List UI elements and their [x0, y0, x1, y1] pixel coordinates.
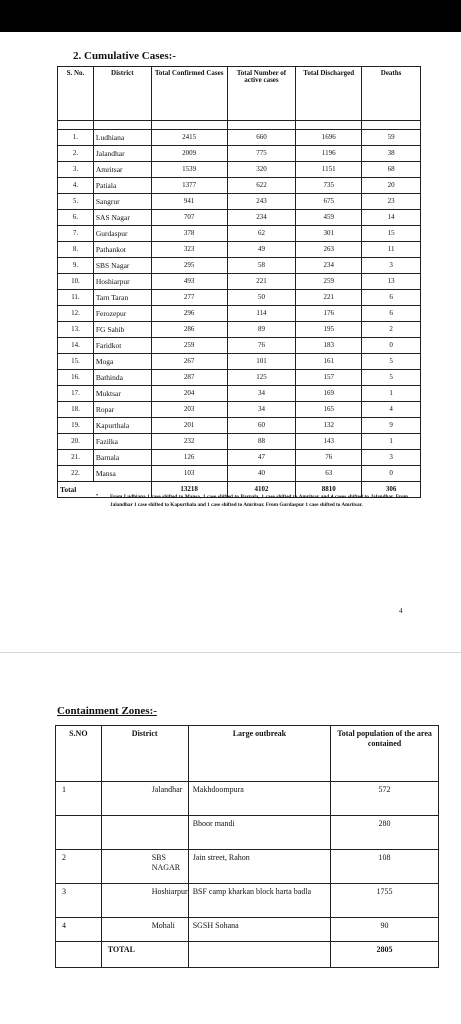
table-row	[58, 434, 421, 450]
cell-discharged: 259	[296, 274, 362, 290]
cumulative-cases-table	[57, 66, 421, 498]
containment-total-row	[56, 942, 439, 968]
table-row	[58, 402, 421, 418]
cz-total-label: TOTAL	[101, 942, 188, 968]
table-row	[58, 178, 421, 194]
cz-cell-district: Jalandhar	[101, 782, 188, 816]
cell-district: SAS Nagar	[93, 210, 151, 226]
cell-confirmed: 941	[151, 194, 227, 210]
cell-active: 34	[227, 402, 296, 418]
cell-discharged: 161	[296, 354, 362, 370]
header-sno: S. No.	[58, 67, 94, 121]
cell-active: 89	[227, 322, 296, 338]
section-title: 2. Cumulative Cases:-	[73, 50, 176, 62]
cell-active: 49	[227, 242, 296, 258]
cz-header-sno: S.NO	[56, 726, 102, 782]
cell-confirmed: 1377	[151, 178, 227, 194]
cell-confirmed: 707	[151, 210, 227, 226]
cell-confirmed: 286	[151, 322, 227, 338]
cell-discharged: 195	[296, 322, 362, 338]
cell-deaths: 59	[362, 130, 421, 146]
cell-confirmed: 277	[151, 290, 227, 306]
cell-discharged: 221	[296, 290, 362, 306]
cell-district: Pathankot	[93, 242, 151, 258]
cz-cell-sno	[56, 816, 102, 850]
cell-active: 60	[227, 418, 296, 434]
cell-district: FG Sahib	[93, 322, 151, 338]
cell-district: Ludhiana	[93, 130, 151, 146]
total-label: Total	[58, 482, 152, 498]
cell-sno: 12.	[58, 306, 94, 322]
cell-sno: 9.	[58, 258, 94, 274]
cell-active: 125	[227, 370, 296, 386]
table-row	[58, 226, 421, 242]
shift-note: From Ludhiana 1 case shifted to Mansa, 1 case shifted to Barnala, 1 case shifted to Amritsar and 4 cases shifted to Jalandhar. From Jalandhar 1 case shifted to Kapurthala and 1 case shifted to Amritsar. From Gurdaspur 1 case shifted to Amritsar.	[110, 494, 408, 508]
cell-discharged: 183	[296, 338, 362, 354]
cell-district: Jalandhar	[93, 146, 151, 162]
cz-cell-outbreak: BSF camp kharkan block harta badla	[188, 884, 330, 918]
cell-district: Patiala	[93, 178, 151, 194]
cell-discharged: 301	[296, 226, 362, 242]
cell-deaths: 23	[362, 194, 421, 210]
cell-deaths: 0	[362, 466, 421, 482]
list-item	[56, 850, 439, 884]
cell-district: SBS Nagar	[93, 258, 151, 274]
cell-discharged: 132	[296, 418, 362, 434]
table-row	[58, 194, 421, 210]
cell-active: 114	[227, 306, 296, 322]
cz-cell-population: 280	[331, 816, 439, 850]
cz-cell-sno: 1	[56, 782, 102, 816]
cz-cell-outbreak: Jain street, Rahon	[188, 850, 330, 884]
cell-discharged: 1151	[296, 162, 362, 178]
containment-header-row	[56, 726, 439, 782]
table-row	[58, 386, 421, 402]
cell-discharged: 165	[296, 402, 362, 418]
cell-sno: 20.	[58, 434, 94, 450]
cell-sno: 4.	[58, 178, 94, 194]
cz-cell-sno: 4	[56, 918, 102, 942]
table-row	[58, 290, 421, 306]
cz-cell-outbreak: Makhdoompura	[188, 782, 330, 816]
cell-sno: 22.	[58, 466, 94, 482]
cz-cell-district: Mohali	[101, 918, 188, 942]
cell-confirmed: 203	[151, 402, 227, 418]
cz-cell-sno: 3	[56, 884, 102, 918]
cell-district: Fazilka	[93, 434, 151, 450]
list-item	[56, 918, 439, 942]
table-header-row	[58, 67, 421, 121]
cell-deaths: 2	[362, 322, 421, 338]
cell-district: Faridkot	[93, 338, 151, 354]
table-row	[58, 418, 421, 434]
cell-confirmed: 232	[151, 434, 227, 450]
cell-deaths: 14	[362, 210, 421, 226]
cell-active: 47	[227, 450, 296, 466]
cell-confirmed: 204	[151, 386, 227, 402]
cell-district: Sangrur	[93, 194, 151, 210]
header-district: District	[93, 67, 151, 121]
cell-deaths: 9	[362, 418, 421, 434]
table-row	[58, 130, 421, 146]
cell-confirmed: 295	[151, 258, 227, 274]
cell-deaths: 20	[362, 178, 421, 194]
cell-deaths: 0	[362, 338, 421, 354]
cz-cell-outbreak: Bhoor mandi	[188, 816, 330, 850]
cell-discharged: 263	[296, 242, 362, 258]
cell-discharged: 63	[296, 466, 362, 482]
cell-sno: 8.	[58, 242, 94, 258]
table-spacer-row	[58, 121, 421, 130]
cell-deaths: 6	[362, 290, 421, 306]
cell-district: Tarn Taran	[93, 290, 151, 306]
cell-discharged: 234	[296, 258, 362, 274]
cell-district: Amritsar	[93, 162, 151, 178]
list-item	[56, 816, 439, 850]
cell-confirmed: 2009	[151, 146, 227, 162]
cell-deaths: 3	[362, 450, 421, 466]
cell-discharged: 176	[296, 306, 362, 322]
cz-cell-population: 108	[331, 850, 439, 884]
cell-district: Ropar	[93, 402, 151, 418]
cell-discharged: 1696	[296, 130, 362, 146]
cell-active: 775	[227, 146, 296, 162]
cell-deaths: 68	[362, 162, 421, 178]
cell-sno: 15.	[58, 354, 94, 370]
table-row	[58, 338, 421, 354]
containment-title: Containment Zones:-	[57, 705, 157, 717]
cell-confirmed: 2415	[151, 130, 227, 146]
cell-sno: 14.	[58, 338, 94, 354]
header-confirmed: Total Confirmed Cases	[151, 67, 227, 121]
cell-confirmed: 323	[151, 242, 227, 258]
cell-sno: 6.	[58, 210, 94, 226]
cell-confirmed: 259	[151, 338, 227, 354]
cell-active: 76	[227, 338, 296, 354]
page-number: 4	[399, 607, 403, 615]
cell-sno: 11.	[58, 290, 94, 306]
cell-discharged: 76	[296, 450, 362, 466]
cell-sno: 19.	[58, 418, 94, 434]
cell-active: 88	[227, 434, 296, 450]
cell-active: 40	[227, 466, 296, 482]
table-row	[58, 162, 421, 178]
cell-active: 101	[227, 354, 296, 370]
table-row	[58, 370, 421, 386]
cell-discharged: 143	[296, 434, 362, 450]
table-row	[58, 466, 421, 482]
cell-sno: 21.	[58, 450, 94, 466]
cell-sno: 16.	[58, 370, 94, 386]
header-active: Total Number of active cases	[227, 67, 296, 121]
cell-active: 243	[227, 194, 296, 210]
cell-deaths: 5	[362, 354, 421, 370]
total-discharged: 8810	[296, 482, 362, 498]
table-row	[58, 322, 421, 338]
cell-district: Muktsar	[93, 386, 151, 402]
document-page-4	[0, 32, 461, 642]
cz-cell-population: 572	[331, 782, 439, 816]
cell-confirmed: 126	[151, 450, 227, 466]
cell-district: Gurdaspur	[93, 226, 151, 242]
cell-deaths: 13	[362, 274, 421, 290]
cell-sno: 3.	[58, 162, 94, 178]
cell-deaths: 4	[362, 402, 421, 418]
cz-header-outbreak: Large outbreak	[188, 726, 330, 782]
cell-sno: 5.	[58, 194, 94, 210]
cell-active: 622	[227, 178, 296, 194]
cell-district: Kapurthala	[93, 418, 151, 434]
cell-district: Bathinda	[93, 370, 151, 386]
cell-active: 221	[227, 274, 296, 290]
cz-cell-outbreak: SGSH Sohana	[188, 918, 330, 942]
cell-discharged: 459	[296, 210, 362, 226]
top-status-bar	[0, 0, 461, 32]
cell-confirmed: 1539	[151, 162, 227, 178]
table-row	[58, 354, 421, 370]
header-deaths: Deaths	[362, 67, 421, 121]
table-row	[58, 210, 421, 226]
cell-confirmed: 267	[151, 354, 227, 370]
cell-confirmed: 493	[151, 274, 227, 290]
cell-district: Ferozepur	[93, 306, 151, 322]
cell-active: 320	[227, 162, 296, 178]
cell-active: 58	[227, 258, 296, 274]
cell-sno: 18.	[58, 402, 94, 418]
cell-active: 62	[227, 226, 296, 242]
cz-header-population: Total population of the area contained	[331, 726, 439, 782]
cz-header-district: District	[101, 726, 188, 782]
list-item	[56, 782, 439, 816]
table-row	[58, 274, 421, 290]
cell-district: Barnala	[93, 450, 151, 466]
cell-sno: 13.	[58, 322, 94, 338]
cell-active: 50	[227, 290, 296, 306]
cell-confirmed: 201	[151, 418, 227, 434]
cz-cell-population: 1755	[331, 884, 439, 918]
cell-district: Moga	[93, 354, 151, 370]
cell-deaths: 5	[362, 370, 421, 386]
cell-district: Mansa	[93, 466, 151, 482]
table-row	[58, 146, 421, 162]
cell-active: 660	[227, 130, 296, 146]
cell-district: Hoshiarpur	[93, 274, 151, 290]
cell-discharged: 169	[296, 386, 362, 402]
cell-sno: 2.	[58, 146, 94, 162]
list-item	[56, 884, 439, 918]
cell-deaths: 38	[362, 146, 421, 162]
cell-discharged: 735	[296, 178, 362, 194]
page-separator	[0, 652, 461, 653]
cell-discharged: 1196	[296, 146, 362, 162]
cell-deaths: 15	[362, 226, 421, 242]
bullet-icon: •	[96, 493, 99, 499]
cell-active: 34	[227, 386, 296, 402]
table-row	[58, 242, 421, 258]
cell-confirmed: 287	[151, 370, 227, 386]
table-row	[58, 450, 421, 466]
cell-confirmed: 103	[151, 466, 227, 482]
table-row	[58, 258, 421, 274]
cell-deaths: 6	[362, 306, 421, 322]
cz-cell-sno: 2	[56, 850, 102, 884]
cz-cell-district: Hoshiarpur	[101, 884, 188, 918]
cell-sno: 1.	[58, 130, 94, 146]
cz-cell-district	[101, 816, 188, 850]
cell-sno: 7.	[58, 226, 94, 242]
cell-deaths: 3	[362, 258, 421, 274]
cz-cell-district: SBS NAGAR	[101, 850, 188, 884]
cz-total-population: 2805	[331, 942, 439, 968]
total-confirmed: 13218	[151, 482, 227, 498]
cz-cell-population: 90	[331, 918, 439, 942]
cell-deaths: 11	[362, 242, 421, 258]
cell-sno: 17.	[58, 386, 94, 402]
cell-active: 234	[227, 210, 296, 226]
table-row	[58, 306, 421, 322]
header-discharged: Total Discharged	[296, 67, 362, 121]
total-active: 4102	[227, 482, 296, 498]
cell-confirmed: 378	[151, 226, 227, 242]
total-deaths: 306	[362, 482, 421, 498]
cell-discharged: 157	[296, 370, 362, 386]
cell-deaths: 1	[362, 434, 421, 450]
cell-sno: 10.	[58, 274, 94, 290]
cell-deaths: 1	[362, 386, 421, 402]
cell-discharged: 675	[296, 194, 362, 210]
containment-zones-table	[55, 725, 439, 968]
cell-confirmed: 296	[151, 306, 227, 322]
